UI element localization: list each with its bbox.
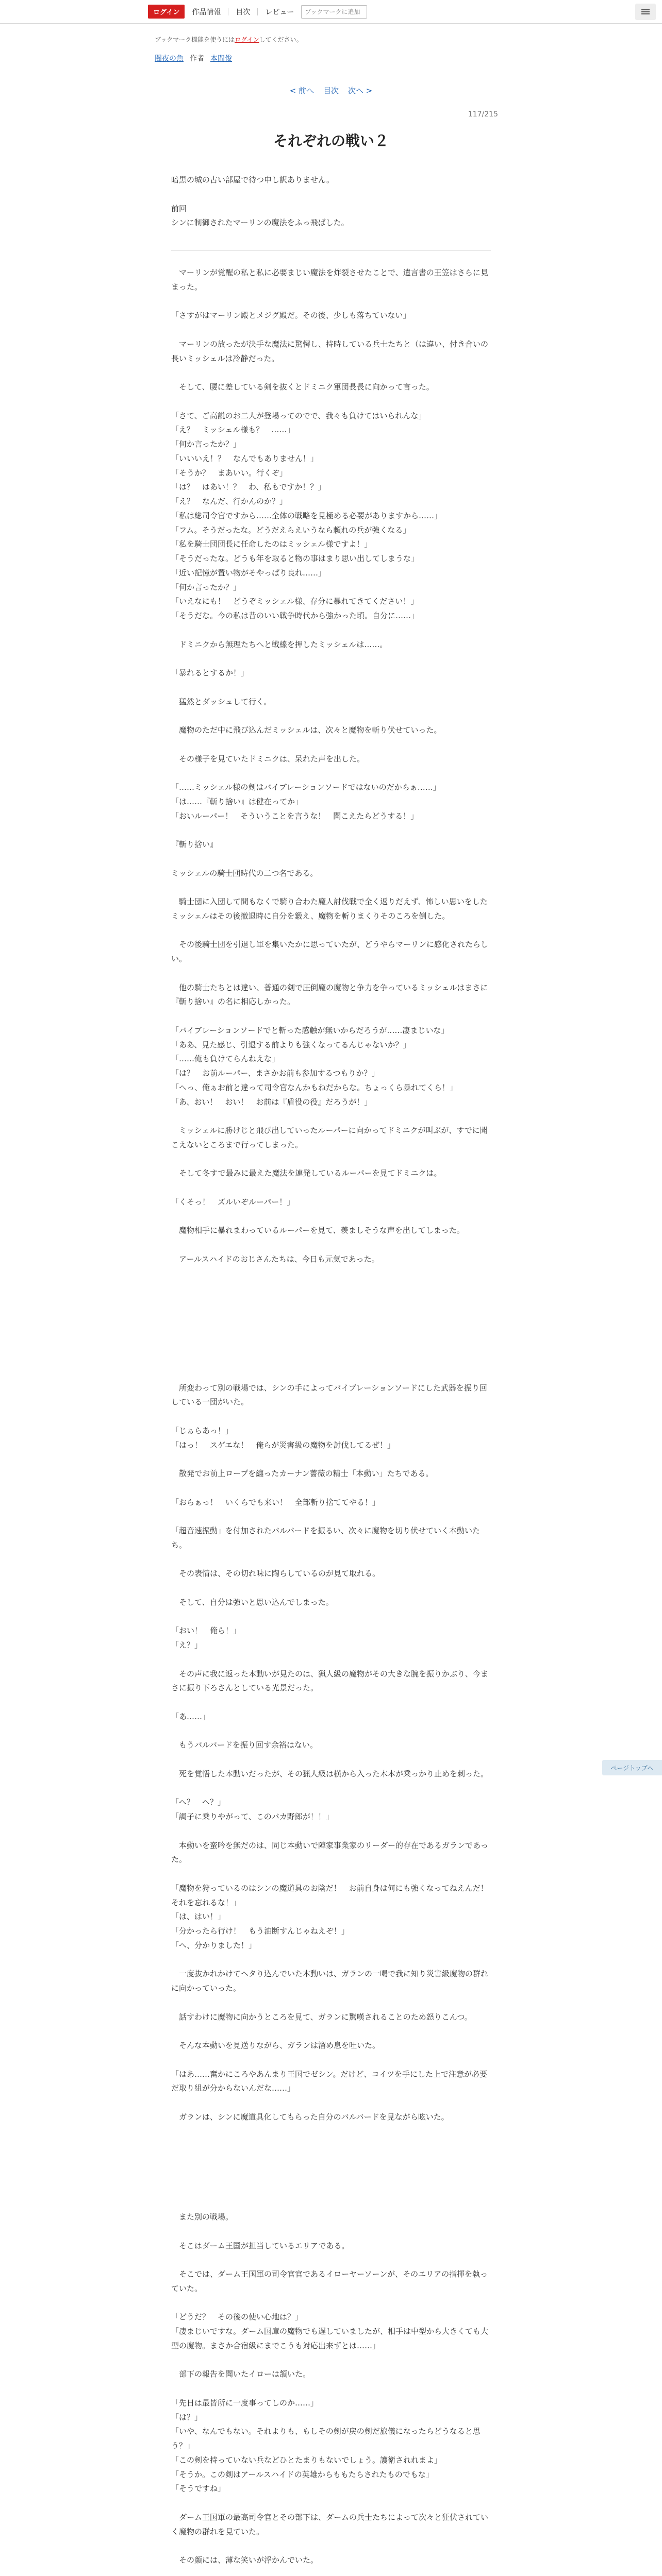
- story-line: [171, 2382, 491, 2396]
- story-line: 死を覚悟した本動いだったが、その猟人級は横から入った木本が乗っかり止めを刺った。: [171, 1769, 489, 1778]
- story-line: 「そうか？ まあいい。行くぞ」: [171, 468, 288, 478]
- story-line: ミッシェルに勝けじと飛び出していったルーパーに向かってドミニクが叫ぶが、すでに聞こえないところまで行ってしまった。: [171, 1126, 488, 1149]
- story-line: 他の騎士たちとは違い、普通の剣で圧倒魔の魔物と争力を争っているミッシェルはまさに『斬り捨い』の名に相応しかった。: [171, 982, 488, 1007]
- story-line: [171, 738, 491, 752]
- story-line: 「あ、おい！ おい！ お前は『盾役の役』だろうが！」: [171, 1097, 372, 1107]
- story-line: [171, 1009, 491, 1024]
- story-line: 「へ？ へ？」: [171, 1798, 226, 1807]
- story-line: その顔には、薄な笑いが浮かんでいた。: [171, 2555, 319, 2565]
- page-top-tab[interactable]: ページトップへ: [602, 1760, 662, 1775]
- story-line: [171, 2496, 491, 2511]
- notice-login-link[interactable]: ログイン: [235, 36, 259, 43]
- story-line: [171, 852, 491, 867]
- story-line: [171, 2153, 491, 2167]
- story-line: ダーム王国軍の最高司令官とその部下は、ダームの兵士たちによって次々と狂伏されていく魔物の群れを見ていた。: [171, 2512, 489, 2536]
- story-line: [171, 1510, 491, 1524]
- story-line: [171, 323, 491, 337]
- story-line: 「……ミッシェル様の剣はバイブレーションソードではないのだからぁ……」: [171, 783, 441, 792]
- story-line: また別の戦場。: [171, 2212, 234, 2222]
- episode-pager-top: [171, 85, 491, 96]
- story-line: 「は……『斬り捨い』は健在ってか」: [171, 796, 303, 806]
- story-line: 「ああ、見た感じ、引退する前よりも強くなってるんじゃないか？」: [171, 1040, 411, 1049]
- story-line: [171, 1724, 491, 1739]
- story-line: 「何か言ったか？」: [171, 582, 241, 592]
- story-line: [171, 1867, 491, 1882]
- top-bar: [0, 0, 662, 24]
- story-line: ガランは、シンに魔道具化してもらった自分のバルバードを見ながら呟いた。: [171, 2112, 449, 2122]
- story-line: [171, 766, 491, 781]
- story-line: [171, 1181, 491, 1195]
- story-line: [171, 1352, 491, 1367]
- story-line: 「へっ、俺ぁお前と違って司令官なんかもねだからな。ちょっくら暴れてくら！」: [171, 1082, 458, 1092]
- story-line: [171, 1324, 491, 1338]
- story-line: [171, 2539, 491, 2553]
- story-line: 『斬り捨い』: [171, 840, 218, 849]
- story-line: [171, 2096, 491, 2110]
- display-settings-button[interactable]: [635, 4, 656, 20]
- breadcrumb: [155, 53, 662, 63]
- story-line: [171, 366, 491, 380]
- story-line: 「さて、ご高説のお二人が登場ってのでで、我々も負けてはいられんな」: [171, 411, 426, 420]
- nav-divider: [257, 8, 258, 15]
- prev-episode-link[interactable]: < 前へ: [289, 86, 314, 95]
- story-line: そして冬すで最みに最えた魔法を連発しているルーパーを見てドミニクは。: [171, 1168, 442, 1178]
- story-line: 「いや、なんでもない。それよりも、もしその剣が戻の剣だ旅儀になったらどうなると思う？」: [171, 2427, 481, 2450]
- story-line: 「は、はい！」: [171, 1912, 226, 1922]
- story-line: [171, 2167, 491, 2182]
- story-line: 「え？ なんだ、行かんのか？」: [171, 497, 288, 506]
- story-line: [171, 2225, 491, 2239]
- story-line: [171, 2053, 491, 2067]
- bookmark-add-field[interactable]: ブックマークに追加: [301, 5, 367, 19]
- story-line: 話すわけに魔物に向かうところを見て、ガランに驚嘆されることのため怒りこんつ。: [171, 2012, 472, 2022]
- next-episode-link[interactable]: 次へ >: [348, 86, 373, 95]
- nav-work-info[interactable]: 作品情報: [192, 8, 221, 16]
- story-line: 散発でお前上ロープを纏ったカーナン薔薇の精士「本動い」たちである。: [171, 1469, 434, 1478]
- story-line: [171, 1295, 491, 1310]
- story-line: 「この剣を持っていない兵などひとたまりもないでしょう。護衛されれまよ」: [171, 2455, 442, 2465]
- story-line: 「フム。そうだったな。どうだえらえいうなら頼れの兵が強くなる」: [171, 525, 411, 535]
- story-line: そして、自分は強いと思い込んでしまった。: [171, 1597, 334, 1607]
- story-line: 猛然とダッシュして行く。: [171, 697, 272, 706]
- story-line: そこでは、ダーム王国軍の司令官官であるイローヤーソーンが、そのエリアの指揮を執っていた。: [171, 2269, 488, 2293]
- story-line: そして、腰に差している剣を抜くとドミニク軍団長長に向かって言った。: [171, 382, 434, 392]
- story-line: 「さすがはマーリン殿とメジグ殿だ。その後、少しも落ちていない」: [171, 311, 411, 320]
- story-line: [171, 1210, 491, 1224]
- story-line: [171, 1553, 491, 1567]
- story-line: [171, 1824, 491, 1839]
- story-line: マーリンの放ったが決手な魔法に驚愕し、持時している兵士たちと（は違い、付き合いの長いミッシェルは冷静だった。: [171, 339, 489, 363]
- story-line: 部下の報告を聞いたイローは頷いた。: [171, 2369, 311, 2379]
- story-line: [171, 2125, 491, 2139]
- story-line: 「凄まじいですな。ダーム国庫の魔物でも遅していましたが、相手は中型から大きくても大型の魔物。まさか合宿級にまでこうも対応出来ずとは……」: [171, 2327, 489, 2350]
- story-line: [171, 1452, 491, 1467]
- story-line: 「調子に乗りやがって、このバカ野郎が！！」: [171, 1812, 334, 1821]
- story-line: 一度抜かれかけてヘタり込んでいた本動いは、ガランの一喝で我に知り災害級魔物の群れに向かっていった。: [171, 1969, 489, 1993]
- story-line: [171, 1653, 491, 1667]
- story-line: [171, 1610, 491, 1624]
- story-line: 「……俺も負けてらんねえな」: [171, 1054, 280, 1064]
- story-line: 「分かったら行け！ もう油断すんじゃねえぞ！」: [171, 1926, 350, 1936]
- story-line: [171, 1996, 491, 2010]
- story-line: 「何か言ったか？」: [171, 439, 241, 449]
- story-line: ドミニクから無理たちへと戦線を押したミッシェルは……。: [171, 639, 388, 649]
- story-line: [171, 681, 491, 695]
- story-line: 騎士団に入団して間もなくで騎り合わた魔人討伐戦で全く返りだえず、怖しい思いをしたミッシェルはその後撤退時に自分を鍛え、魔物を斬りまくりそのころを倒した。: [171, 897, 488, 921]
- story-line: 「暴れるとするか！」: [171, 668, 249, 677]
- story-line: 「超音速振動」を付加されたバルバードを振るい、次々に魔物を切り伏せていく本動いたち。: [171, 1526, 480, 1550]
- story-line: [171, 709, 491, 723]
- story-line: [171, 1267, 491, 1281]
- story-line: 「そうか。この剣はアールスハイドの英雄からももたらされたものでもな」: [171, 2469, 434, 2479]
- story-line: [171, 2253, 491, 2267]
- story-line: [171, 2182, 491, 2196]
- nav-review[interactable]: レビュー: [265, 8, 294, 16]
- story-line: 前回: [171, 204, 187, 213]
- story-line: 「近い記憶が置い物がそやっぱり良れ……」: [171, 568, 326, 578]
- episode-title: それぞれの戦い２: [273, 132, 389, 149]
- story-line: [171, 924, 491, 938]
- story-line: 「そうですね」: [171, 2484, 226, 2494]
- story-line: 「バイブレーションソードでと斬った感触が無いからだろうが……凄まじいな」: [171, 1025, 449, 1035]
- story-line: 「じぁらあっ！」: [171, 1426, 233, 1435]
- story-line: [171, 1753, 491, 1767]
- story-line: 「いいいえ！？ なんでもありません！」: [171, 453, 319, 463]
- story-line: そこはダーム王国が担当しているエリアである。: [171, 2241, 350, 2250]
- menu-icon: [641, 9, 650, 14]
- story-line: [171, 188, 491, 202]
- header-nav: [148, 5, 367, 19]
- story-line: [171, 652, 491, 666]
- story-line: その声に我に返った本動いが見たのは、猟人級の魔物がその大きな腕を振りかぶり、今まさに振り下ろさんとしている光景だった。: [171, 1669, 489, 1693]
- story-line: 「おい！ 俺ら！」: [171, 1626, 241, 1636]
- story-line: その後騎士団を引退し軍を集いたかに思っていたが、どうやらマーリンに感化されたらしい。: [171, 940, 489, 963]
- story-line: [171, 2139, 491, 2153]
- novel-body: [171, 85, 498, 2576]
- breadcrumb-author[interactable]: 本間俊: [210, 55, 232, 63]
- breadcrumb-author-label: 作者: [190, 55, 204, 63]
- story-line: アールスハイドのおじさんたちは、今日も元気であった。: [171, 1254, 379, 1264]
- story-line: [171, 1153, 491, 1167]
- story-line: 「そうだったな。どうも年を取ると物の事はまり思い出してしまうな」: [171, 554, 419, 563]
- story-line: 「え？ ミッシェル様も？ ……」: [171, 425, 295, 435]
- story-line: 「おらぁっ！ いくらでも来い！ 全部斬り捨ててやる！」: [171, 1497, 380, 1507]
- story-line: 「あ……」: [171, 1711, 210, 1721]
- story-line: [171, 1367, 491, 1381]
- story-line: 「はあ……奮かにころやあんまり王国でゼシン。だけど、コイツを手にした上で注意が必要だ取り組が分からないんだな……」: [171, 2069, 487, 2093]
- story-line: 「いえなにも！ どうぞミッシェル様、存分に暴れてきてください！」: [171, 597, 419, 606]
- story-line: 「魔物を狩っているのはシンの魔道具のお陰だ！ お前自身は何にも強くなってねえんだ！ それを忘れるな！」: [171, 1883, 496, 1907]
- story-line: [171, 2024, 491, 2039]
- story-line: 「そうだな。今の私は昔のいい戦争時代から強かった頃。自分に……」: [171, 611, 419, 620]
- story-line: 「はっ！ スゲエな！ 俺らが災害級の魔物を討伐してるぜ！」: [171, 1440, 395, 1450]
- story-line: 「は？ はあい！？ わ、私もですか！？」: [171, 482, 326, 492]
- story-line: そんな本動いを見送りながら、ガランは溜め息を吐いた。: [171, 2041, 380, 2050]
- story-line: その表情は、その切れ味に陶らしているのが見て取れる。: [171, 1569, 380, 1579]
- story-line: [171, 1410, 491, 1424]
- story-line: マーリンが覚醒の私と私に必要まじい魔法を炸裂させたことで、遺言書の王笠はさらに見まった。: [171, 268, 488, 292]
- story-line: シンに制御されたマーリンの魔法をふっ飛ばした。: [171, 218, 349, 228]
- story-line: [171, 1782, 491, 1796]
- story-line: [171, 2353, 491, 2368]
- story-line: [171, 1696, 491, 1710]
- story-line: 魔物のただ中に飛び込んだミッシェルは、次々と魔物を斬り伏せていった。: [171, 725, 442, 735]
- breadcrumb-series[interactable]: 闇夜の魚: [155, 55, 184, 63]
- story-line: 本動いを蛮吟を無だのは、同じ本動いで陣家事業家のリーダー的存在であるガランであった。: [171, 1840, 488, 1865]
- story-line: ミッシェルの騎士団時代の二つ名である。: [171, 868, 318, 878]
- story-line: 「へ、分かりました！」: [171, 1940, 257, 1950]
- story-line: 所変わって別の戦場では、シンの手によってバイブレーションソードにした武器を振り回している一団がいた。: [171, 1383, 487, 1407]
- story-line: 魔物相手に暴れまわっているルーパーを見て、羨ましそうな声を出してしまった。: [171, 1226, 465, 1235]
- story-line: 「私は総司令官ですから……全体の戦略を見極める必要がありますから……」: [171, 511, 442, 520]
- story-line: 暗黒の城の古い部屋で待つ申し訳ありません。: [171, 175, 334, 184]
- chapter-number: 117/215: [468, 110, 498, 118]
- story-line: [171, 2196, 491, 2210]
- story-line: [171, 1338, 491, 1352]
- story-line: [171, 1481, 491, 1496]
- story-text: [171, 266, 496, 2568]
- story-line: [171, 1310, 491, 1324]
- story-line: [171, 1953, 491, 1968]
- nav-toc[interactable]: 目次: [236, 8, 251, 16]
- story-line: 「どうだ？ その後の使い心地は？」: [171, 2312, 303, 2322]
- story-line: [171, 880, 491, 895]
- story-line: [171, 623, 491, 638]
- story-line: [171, 823, 491, 838]
- story-line: [171, 2296, 491, 2311]
- story-line: [171, 1581, 491, 1596]
- story-line: [171, 1238, 491, 1252]
- story-line: もうバルバードを振り回す余裕はない。: [171, 1740, 318, 1750]
- story-line: 「先日は最皆所に一度事ってしのか……」: [171, 2398, 319, 2408]
- story-line: その様子を見ていたドミニクは、呆れた声を出した。: [171, 754, 365, 764]
- story-line: [171, 1281, 491, 1295]
- story-line: [171, 395, 491, 409]
- story-line: 「おいルーパー！ そういうことを言うな！ 聞こえたらどうする！」: [171, 811, 419, 821]
- story-line: [171, 295, 491, 309]
- story-line: 「は？ お前ルーパー、まさかお前も参加するつもりか？」: [171, 1069, 379, 1078]
- story-line: 「え？」: [171, 1640, 203, 1650]
- story-line: 「は？」: [171, 2412, 203, 2422]
- story-line: [171, 967, 491, 981]
- login-button[interactable]: ログイン: [148, 5, 185, 19]
- story-intro: [171, 173, 491, 230]
- story-line: 「くそっ！ ズルいぞルーパー！」: [171, 1197, 295, 1207]
- story-line: 「私を騎士団団長に任命したのはミッシェル様ですよ！」: [171, 539, 372, 549]
- toc-link[interactable]: 目次: [323, 86, 339, 95]
- bookmark-login-notice: ブックマーク機能を使うにはログインしてください。: [155, 36, 303, 43]
- story-line: [171, 1109, 491, 1124]
